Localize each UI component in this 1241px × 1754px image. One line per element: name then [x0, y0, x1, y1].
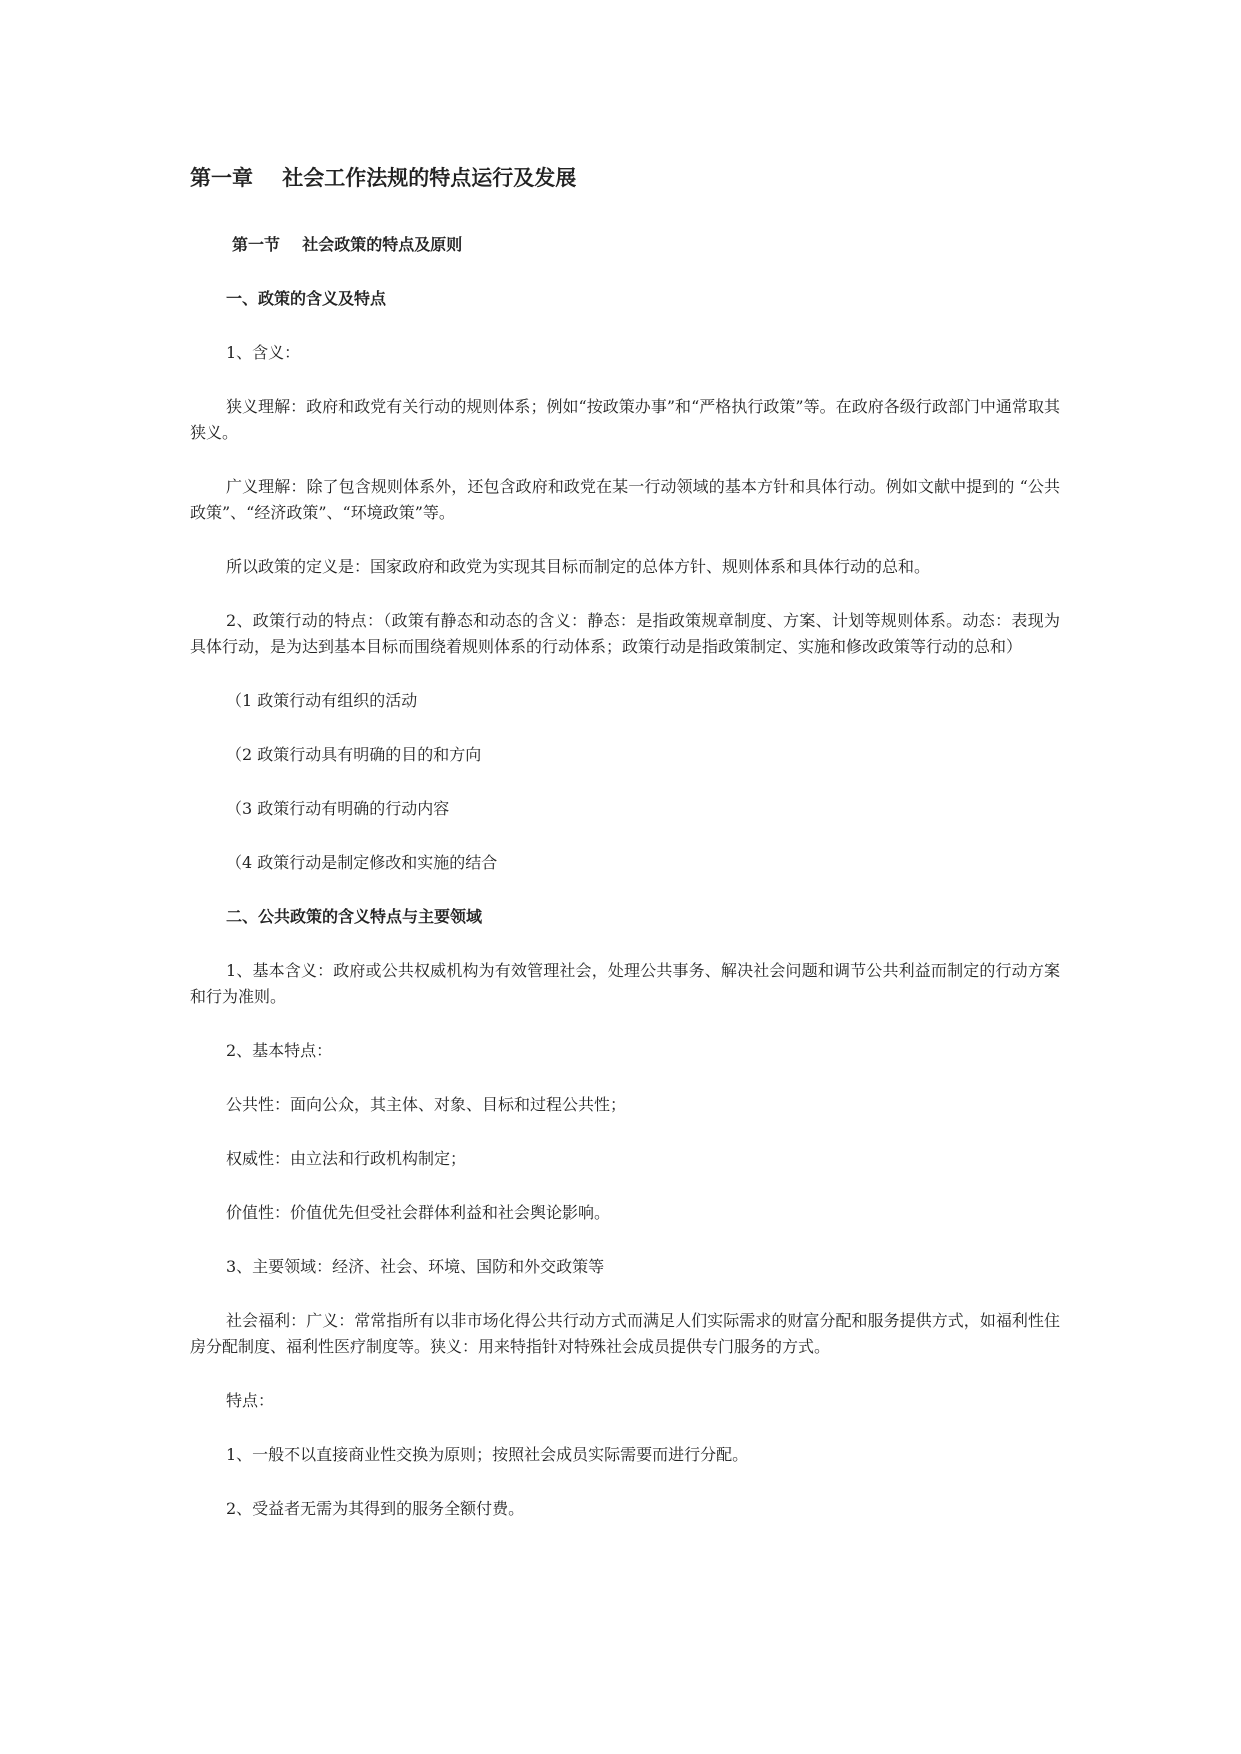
paragraph: 1、基本含义：政府或公共权威机构为有效管理社会，处理公共事务、解决社会问题和调节公共利益而制定的行动方案和行为准则。	[190, 961, 1060, 1006]
paragraph: 3、主要领域：经济、社会、环境、国防和外交政策等	[226, 1257, 605, 1276]
paragraph: 价值性：价值优先但受社会群体利益和社会舆论影响。	[226, 1203, 611, 1222]
chapter-title: 第一章 社会工作法规的特点运行及发展	[190, 166, 577, 190]
heading-public-policy: 二、公共政策的含义特点与主要领域	[226, 907, 483, 926]
list-item: （4 政策行动是制定修改和实施的结合	[226, 853, 498, 872]
list-item: 1、一般不以直接商业性交换为原则；按照社会成员实际需要而进行分配。	[226, 1445, 749, 1464]
paragraph: 2、基本特点：	[226, 1041, 333, 1060]
paragraph: 公共性：面向公众，其主体、对象、目标和过程公共性；	[226, 1095, 627, 1114]
list-item: （3 政策行动有明确的行动内容	[226, 799, 450, 818]
list-item: （1 政策行动有组织的活动	[226, 691, 418, 710]
paragraph: 特点：	[226, 1391, 275, 1410]
paragraph: 2、政策行动的特点：（政策有静态和动态的含义：静态：是指政策规章制度、方案、计划等规则体系。动态：表现为具体行动，是为达到基本目标而围绕着规则体系的行动体系；政策行动是指政策制定、实施和修改政策等行动的总和）	[190, 611, 1060, 656]
paragraph: 广义理解：除了包含规则体系外，还包含政府和政党在某一行动领域的基本方针和具体行动。例如文献中提到的 “公共政策”、“经济政策”、“环境政策”等。	[190, 477, 1060, 522]
paragraph: 1、含义：	[226, 343, 301, 362]
document-body	[190, 162, 1060, 1550]
paragraph: 狭义理解：政府和政党有关行动的规则体系；例如“按政策办事”和“严格执行政策”等。在政府各级行政部门中通常取其狭义。	[190, 397, 1060, 442]
list-item: 2、受益者无需为其得到的服务全额付费。	[226, 1499, 525, 1518]
paragraph: 权威性：由立法和行政机构制定；	[226, 1149, 467, 1168]
section-title: 第一节 社会政策的特点及原则	[232, 235, 463, 254]
paragraph: 社会福利：广义：常常指所有以非市场化得公共行动方式而满足人们实际需求的财富分配和服务提供方式，如福利性住房分配制度、福利性医疗制度等。狭义：用来特指针对特殊社会成员提供专门服务的方式。	[190, 1311, 1060, 1356]
heading-policy-meaning: 一、政策的含义及特点	[226, 289, 387, 308]
paragraph: 所以政策的定义是：国家政府和政党为实现其目标而制定的总体方针、规则体系和具体行动的总和。	[226, 557, 931, 576]
list-item: （2 政策行动具有明确的目的和方向	[226, 745, 482, 764]
